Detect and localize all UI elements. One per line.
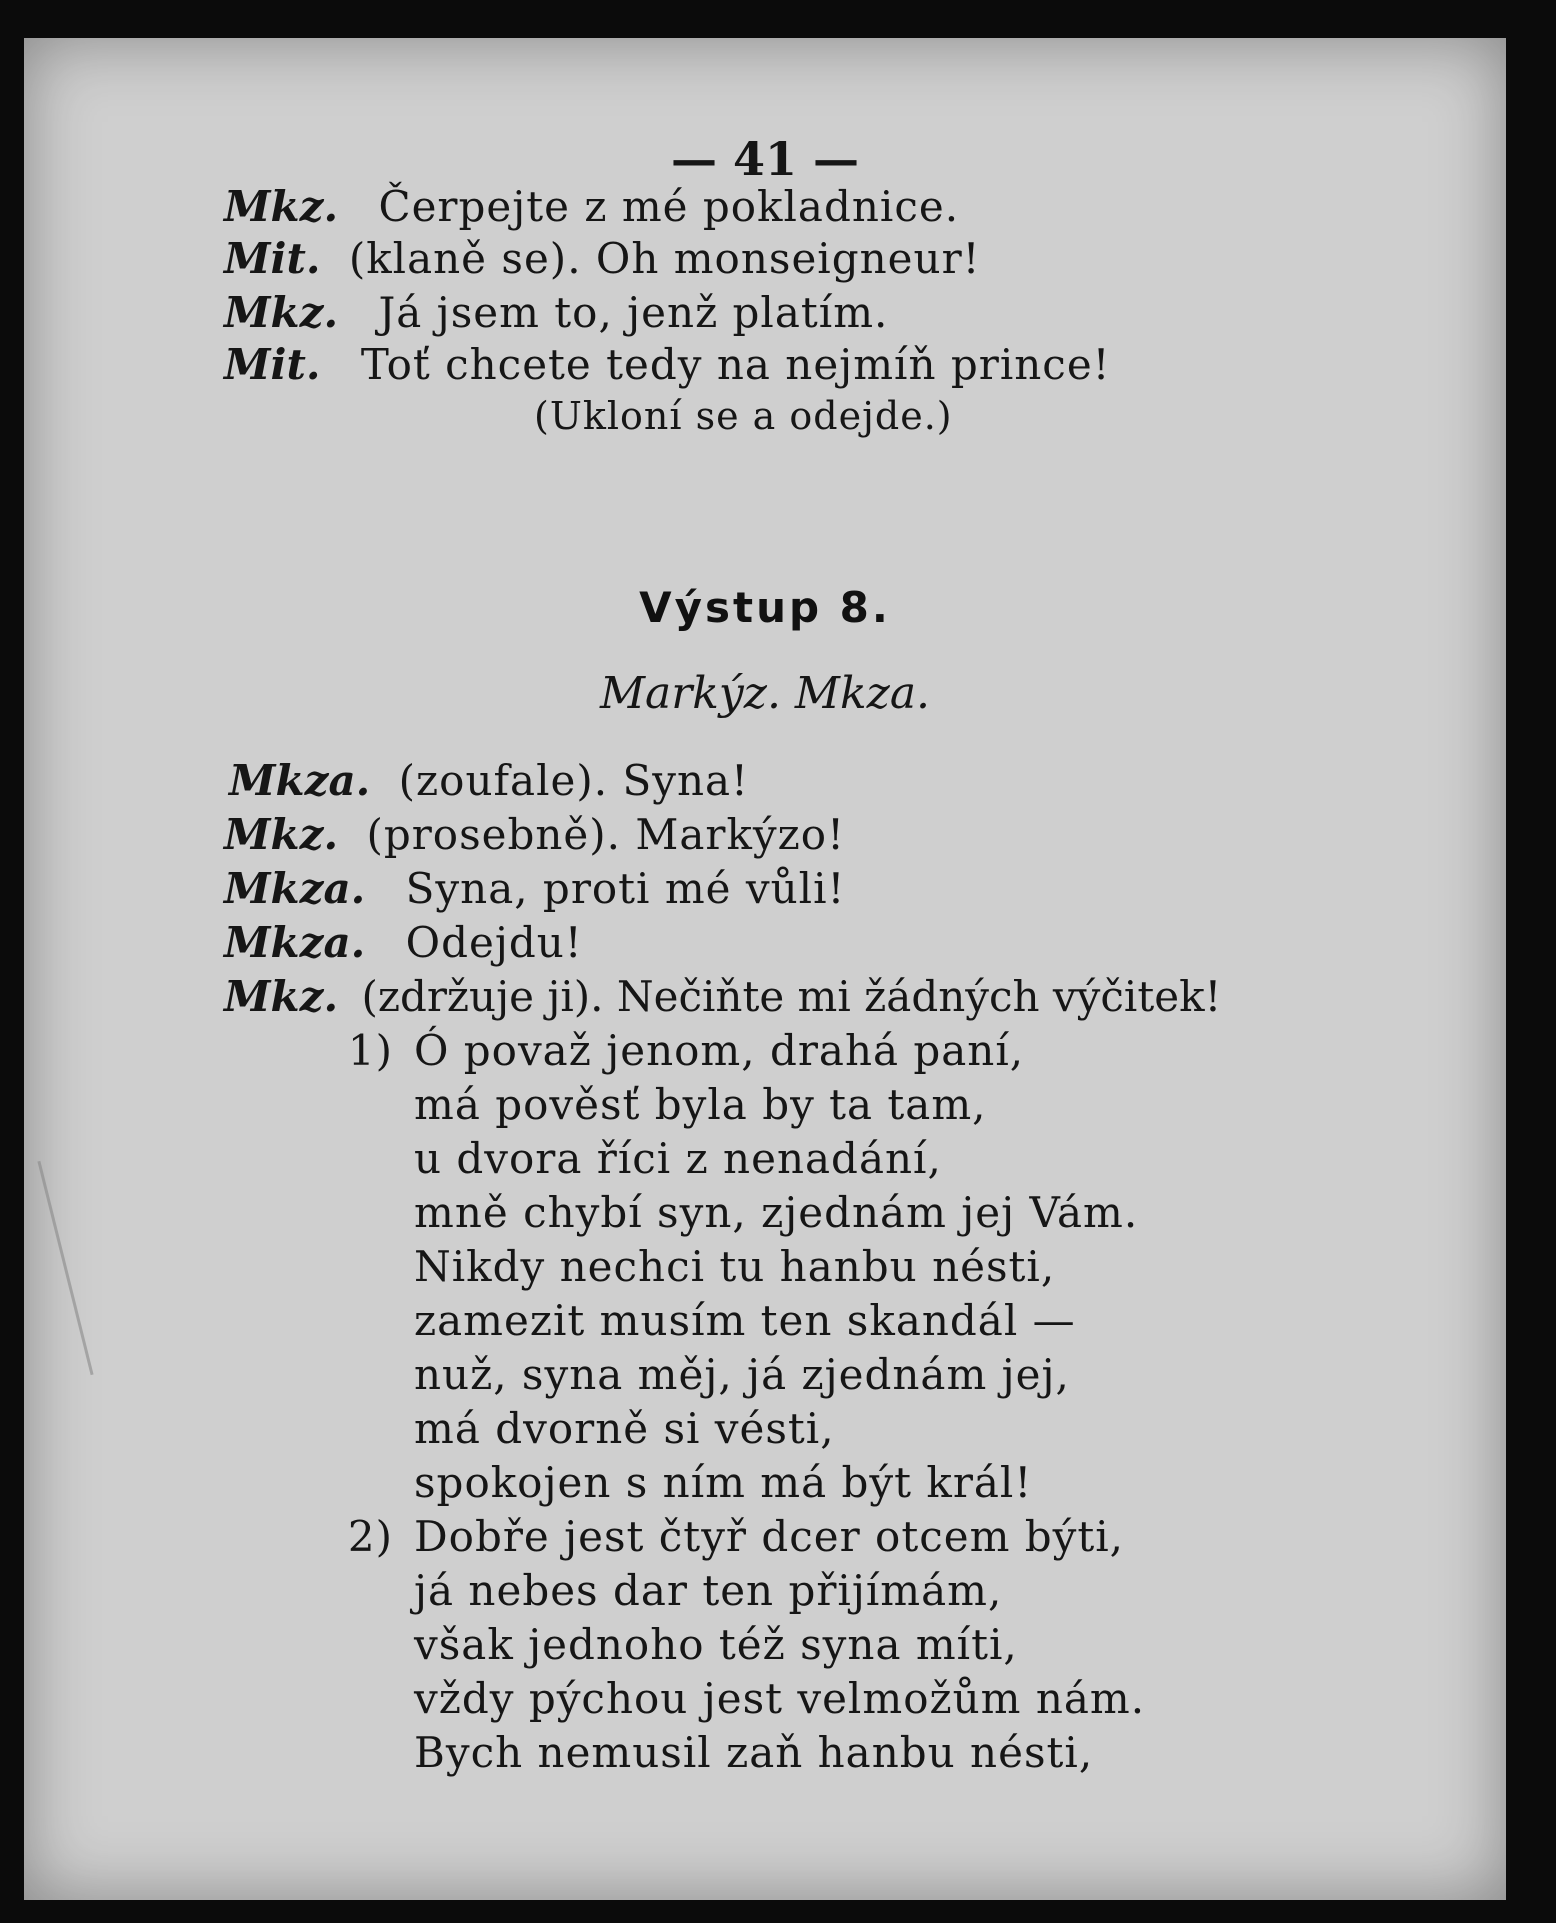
speech-text: Toť chcete tedy na nejmíň prince!: [360, 340, 1111, 389]
speech-text: (zoufale). Syna!: [398, 756, 749, 805]
verse-line: mně chybí syn, zjednám jej Vám.: [414, 1188, 1139, 1237]
dialogue-line: [224, 234, 981, 283]
verse-number: 1): [347, 1026, 393, 1075]
scene-heading: Výstup 8.: [639, 583, 891, 632]
verse-line: Dobře jest čtyř dcer otcem býti,: [414, 1512, 1125, 1561]
page-scratch: [37, 1161, 93, 1375]
verse-line: já nebes dar ten přijímám,: [414, 1566, 1003, 1615]
verse-line: zamezit musím ten skandál —: [414, 1296, 1076, 1345]
speaker-label: Mit.: [224, 340, 321, 389]
speaker-label: Mkza.: [224, 918, 366, 967]
speaker-label: Mit.: [224, 234, 321, 283]
dialogue-line: [229, 756, 749, 805]
verse-line: Ó považ jenom, drahá paní,: [414, 1026, 1025, 1075]
speaker-label: Mkza.: [229, 756, 371, 805]
verse-number: 2): [347, 1512, 393, 1561]
dialogue-line: [224, 864, 845, 913]
verse-line: nuž, syna měj, já zjednám jej,: [414, 1350, 1070, 1399]
book-page: [24, 38, 1506, 1900]
verse-line: Bych nemusil zaň hanbu nésti,: [414, 1728, 1094, 1777]
scene-characters: Markýz. Mkza.: [599, 668, 931, 719]
dialogue-line: [224, 288, 888, 337]
speech-text: (zdržuje ji). Nečiňte mi žádných výčitek!: [361, 972, 1222, 1021]
speaker-label: Mkza.: [224, 864, 366, 913]
verse-line: však jednoho též syna míti,: [414, 1620, 1018, 1669]
verse-line: má dvorně si vésti,: [414, 1404, 835, 1453]
speech-text: Já jsem to, jenž platím.: [378, 288, 889, 337]
speech-text: Čerpejte z mé pokladnice.: [378, 182, 960, 231]
dialogue-line: [224, 340, 1111, 389]
verse-line: u dvora říci z nenadání,: [414, 1134, 942, 1183]
stage-direction: (Ukloní se a odejde.): [534, 394, 953, 438]
dialogue-line: [224, 810, 845, 859]
speaker-label: Mkz.: [224, 810, 339, 859]
speaker-label: Mkz.: [224, 288, 339, 337]
verse-line: Nikdy nechci tu hanbu nésti,: [414, 1242, 1056, 1291]
speech-text: Odejdu!: [405, 918, 583, 967]
verse-line: spokojen s ním má být král!: [414, 1458, 1033, 1507]
speaker-label: Mkz.: [224, 972, 339, 1021]
speech-text: (prosebně). Markýzo!: [366, 810, 845, 859]
dialogue-line: [224, 182, 959, 231]
speaker-label: Mkz.: [224, 182, 339, 231]
verse-line: má pověsť byla by ta tam,: [414, 1080, 987, 1129]
speech-text: (klaně se). Oh monseigneur!: [348, 234, 981, 283]
dialogue-line: [224, 972, 1221, 1021]
speech-text: Syna, proti mé vůli!: [405, 864, 846, 913]
verse-line: vždy pýchou jest velmožům nám.: [414, 1674, 1146, 1723]
page-number: — 41 —: [670, 132, 860, 186]
dialogue-line: [224, 918, 583, 967]
